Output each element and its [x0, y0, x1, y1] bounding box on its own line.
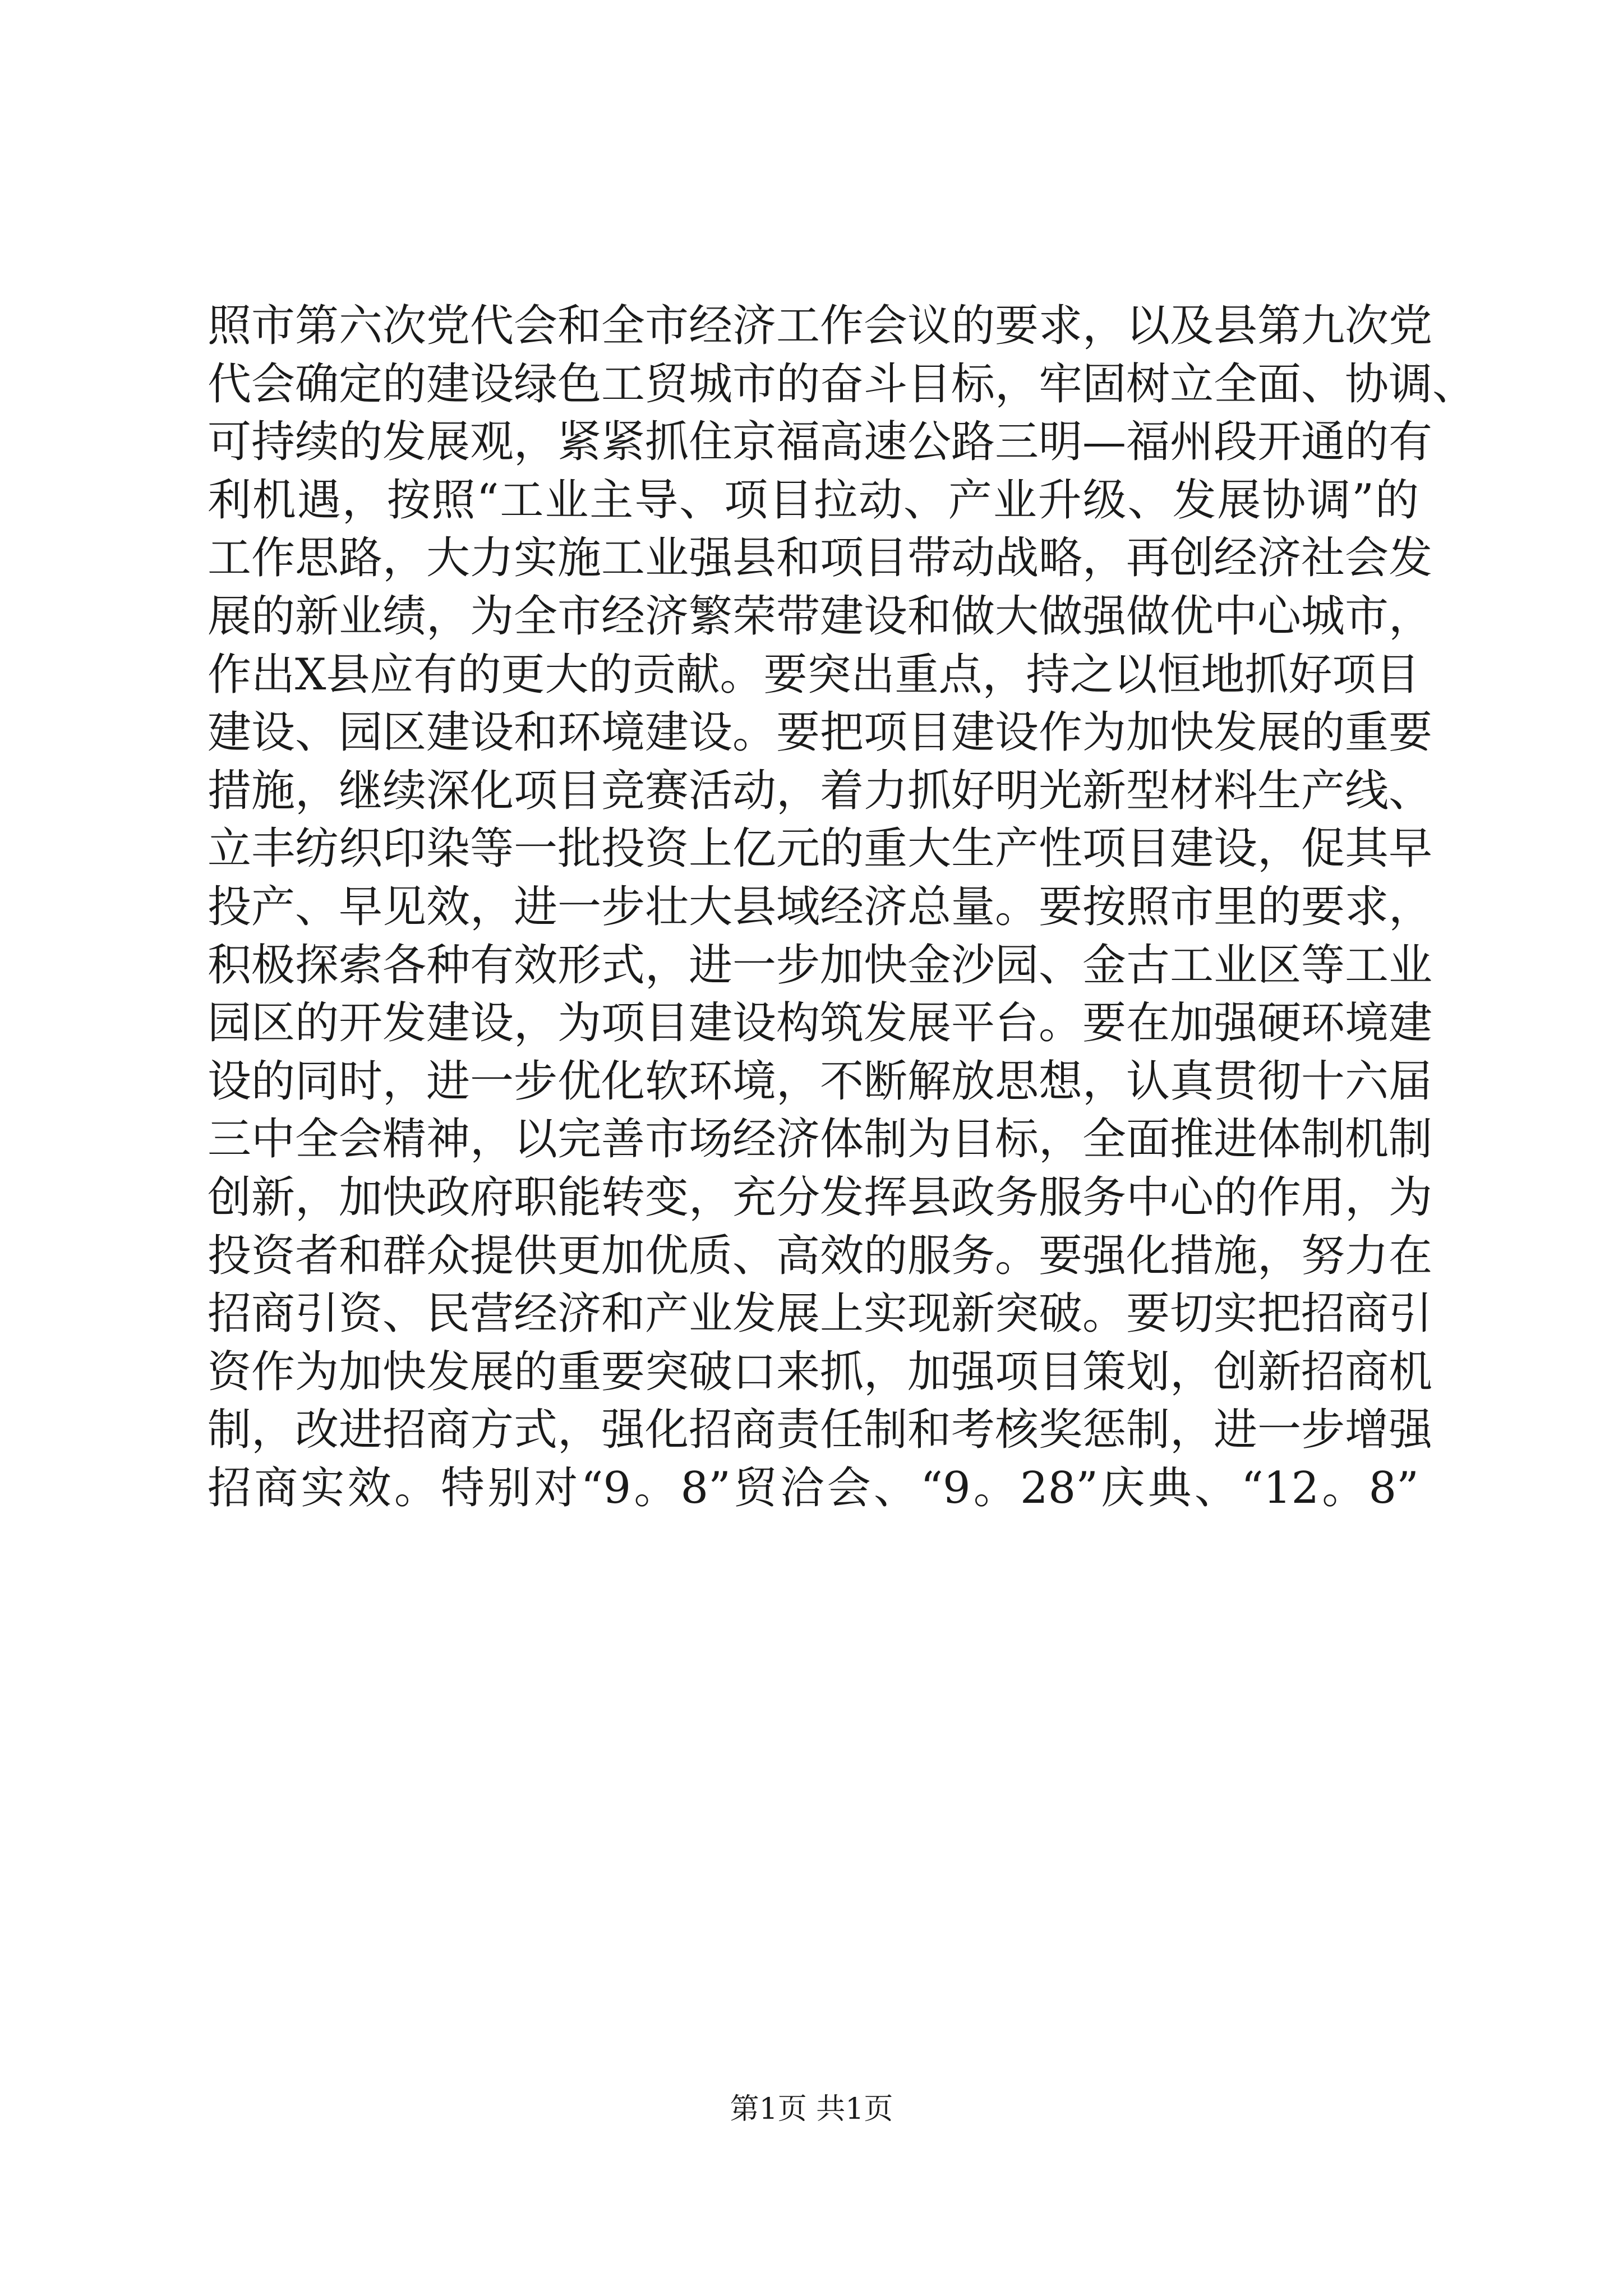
text-line: 展的新业绩，为全市经济繁荣带建设和做大做强做优中心城市，: [208, 591, 1433, 642]
text-line: 利机遇，按照“工业主导、项目拉动、产业升级、发展协调”的: [208, 475, 1419, 526]
text-line: 招商实效。特别对“9。8”贸洽会、“9。28”庆典、“12。8”: [208, 1462, 1419, 1513]
text-line: 工作思路，大力实施工业强县和项目带动战略，再创经济社会发: [208, 533, 1433, 584]
text-line: 积极探索各种有效形式，进一步加快金沙园、金古工业区等工业: [208, 940, 1433, 991]
text-line: 代会确定的建设绿色工贸城市的奋斗目标，牢固树立全面、协调、: [208, 358, 1477, 409]
text-line: 资作为加快发展的重要突破口来抓，加强项目策划，创新招商机: [208, 1346, 1433, 1397]
text-line: 三中全会精神，以完善市场经济体制为目标，全面推进体制机制: [208, 1114, 1433, 1165]
text-line: 园区的开发建设，为项目建设构筑发展平台。要在加强硬环境建: [208, 998, 1433, 1049]
body-paragraph: [208, 297, 1477, 1517]
text-line: 作出X县应有的更大的贡献。要突出重点，持之以恒地抓好项目: [208, 649, 1420, 700]
text-line: 立丰纺织印染等一批投资上亿元的重大生产性项目建设，促其早: [208, 823, 1433, 875]
page-number-footer: 第1页 共1页: [730, 2092, 893, 2126]
text-line: 措施，继续深化项目竞赛活动，着力抓好明光新型材料生产线、: [208, 765, 1433, 816]
text-line: 制，改进招商方式，强化招商责任制和考核奖惩制，进一步增强: [208, 1405, 1433, 1456]
text-line: 招商引资、民营经济和产业发展上实现新突破。要切实把招商引: [208, 1289, 1433, 1340]
text-line: 可持续的发展观，紧紧抓住京福高速公路三明—福州段开通的有: [208, 417, 1433, 468]
text-line: 创新，加快政府职能转变，充分发挥县政务服务中心的作用，为: [208, 1172, 1433, 1223]
text-line: 建设、园区建设和环境建设。要把项目建设作为加快发展的重要: [208, 707, 1433, 758]
text-line: 投资者和群众提供更加优质、高效的服务。要强化措施，努力在: [208, 1230, 1433, 1281]
text-line: 投产、早见效，进一步壮大县域经济总量。要按照市里的要求，: [208, 881, 1433, 932]
text-line: 照市第六次党代会和全市经济工作会议的要求，以及县第九次党: [208, 301, 1433, 351]
text-line: 设的同时，进一步优化软环境，不断解放思想，认真贯彻十六届: [208, 1056, 1433, 1107]
